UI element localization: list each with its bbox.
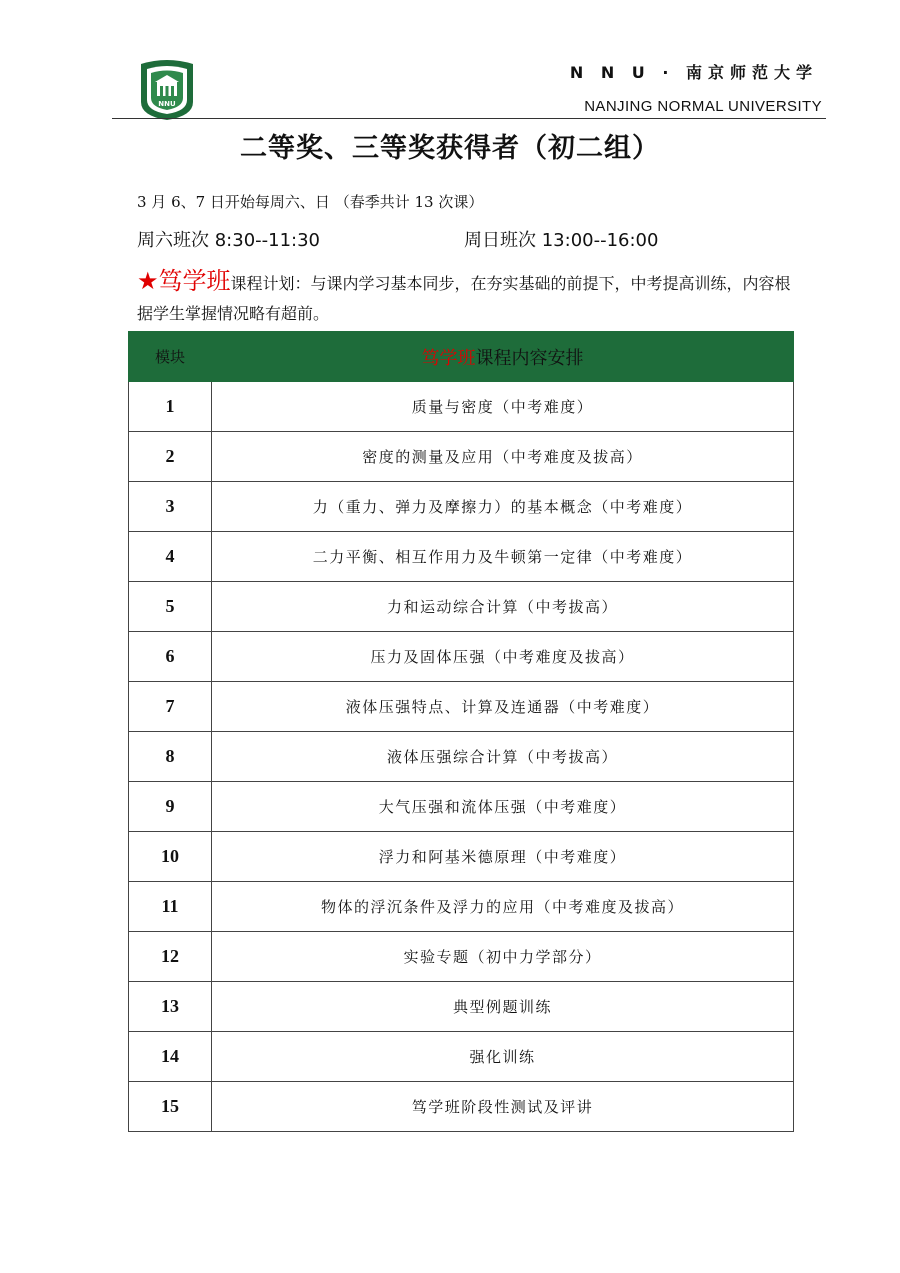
module-number: 9 [129,782,212,832]
table-row [129,882,794,932]
table-row [129,532,794,582]
module-content: 物体的浮沉条件及浮力的应用（中考难度及拔高） [212,882,794,932]
svg-text:NNU: NNU [158,100,176,108]
table-row [129,732,794,782]
table-row [129,1082,794,1132]
header-divider [112,118,826,119]
header-content-label: 课程内容安排 [475,347,584,369]
module-number: 2 [129,432,212,482]
module-number: 4 [129,532,212,582]
university-logo [137,58,197,122]
module-number: 3 [129,482,212,532]
module-number: 1 [129,382,212,432]
star-icon: ★ [137,267,159,295]
module-content: 压力及固体压强（中考难度及拔高） [212,632,794,682]
course-table [128,331,794,1132]
header-module: 模块 [129,332,212,382]
sunday-schedule: 周日班次 13:00--16:00 [464,230,659,251]
module-number: 11 [129,882,212,932]
table-row [129,832,794,882]
brand-chinese-name: N N U · 南京师范大学 [569,63,818,82]
module-content: 液体压强特点、计算及连通器（中考难度） [212,682,794,732]
table-row [129,682,794,732]
module-number: 5 [129,582,212,632]
module-content: 密度的测量及应用（中考难度及拔高） [212,432,794,482]
module-content: 力（重力、弹力及摩擦力）的基本概念（中考难度） [212,482,794,532]
module-content: 浮力和阿基米德原理（中考难度） [212,832,794,882]
plan-text: 课程计划：与课内学习基本同步，在夯实基础的前提下，中考提高训练，内容根据学生掌握情况略有超前。 [137,274,791,323]
module-content: 液体压强综合计算（中考拔高） [212,732,794,782]
table-row [129,1032,794,1082]
page-title: 二等奖、三等奖获得者（初二组） [240,133,660,164]
table-row [129,582,794,632]
module-number: 15 [129,1082,212,1132]
module-number: 12 [129,932,212,982]
module-number: 8 [129,732,212,782]
module-content: 大气压强和流体压强（中考难度） [212,782,794,832]
start-date-line: 3 月 6、7 日开始每周六、日 （春季共计 13 次课） [137,193,484,211]
module-content: 质量与密度（中考难度） [212,382,794,432]
header-class-name: 笃学班 [421,347,476,369]
module-number: 13 [129,982,212,1032]
module-content: 典型例题训练 [212,982,794,1032]
table-row [129,932,794,982]
table-row [129,632,794,682]
table-row [129,782,794,832]
module-number: 7 [129,682,212,732]
module-number: 6 [129,632,212,682]
header-content [212,332,794,382]
module-content: 强化训练 [212,1032,794,1082]
table-row [129,982,794,1032]
table-row [129,382,794,432]
module-content: 实验专题（初中力学部分） [212,932,794,982]
module-content: 力和运动综合计算（中考拔高） [212,582,794,632]
course-plan [137,266,797,329]
module-content: 笃学班阶段性测试及评讲 [212,1082,794,1132]
class-name: 笃学班 [158,267,231,295]
brand-english-name: NANJING NORMAL UNIVERSITY [584,98,822,115]
module-content: 二力平衡、相互作用力及牛顿第一定律（中考难度） [212,532,794,582]
table-row [129,482,794,532]
saturday-schedule: 周六班次 8:30--11:30 [137,230,321,251]
module-number: 14 [129,1032,212,1082]
table-header-row [129,332,794,382]
module-number: 10 [129,832,212,882]
table-row [129,432,794,482]
